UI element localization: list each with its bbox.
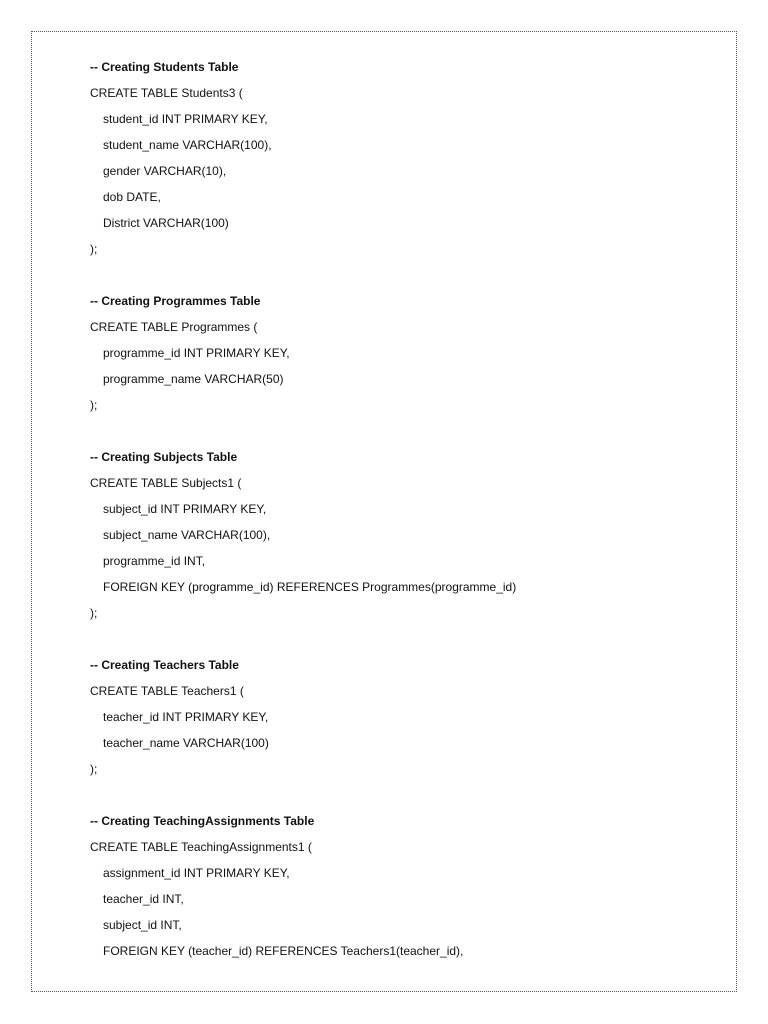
subjects-table-block [90,447,710,629]
sql-comment: -- Creating Programmes Table [90,294,261,308]
programmes-table-block [90,291,710,421]
create-table-statement: CREATE TABLE Programmes ( [90,320,258,334]
column-definition: teacher_id INT PRIMARY KEY, [103,710,269,724]
statement-close: ); [90,242,98,256]
column-definition: programme_id INT PRIMARY KEY, [103,346,290,360]
blank-line [90,265,710,291]
sql-comment: -- Creating Students Table [90,60,239,74]
create-table-statement: CREATE TABLE TeachingAssignments1 ( [90,840,312,854]
column-definition: student_name VARCHAR(100), [103,138,272,152]
sql-comment: -- Creating Subjects Table [90,450,238,464]
column-definition: dob DATE, [103,190,161,204]
create-table-statement: CREATE TABLE Students3 ( [90,86,243,100]
blank-line [90,421,710,447]
column-definition: programme_id INT, [103,554,206,568]
create-table-statement: CREATE TABLE Teachers1 ( [90,684,244,698]
teaching-assignments-table-block [90,811,710,967]
students-table-block [90,57,710,265]
create-table-statement: CREATE TABLE Subjects1 ( [90,476,242,490]
sql-code-document [90,57,710,967]
foreign-key-definition: FOREIGN KEY (programme_id) REFERENCES Programmes(programme_id) [103,580,517,594]
sql-comment: -- Creating Teachers Table [90,658,239,672]
column-definition: subject_name VARCHAR(100), [103,528,271,542]
foreign-key-definition: FOREIGN KEY (teacher_id) REFERENCES Teachers1(teacher_id), [103,944,464,958]
column-definition: gender VARCHAR(10), [103,164,227,178]
blank-line [90,629,710,655]
column-definition: student_id INT PRIMARY KEY, [103,112,268,126]
statement-close: ); [90,762,98,776]
column-definition: subject_id INT PRIMARY KEY, [103,502,267,516]
column-definition: subject_id INT, [103,918,182,932]
teachers-table-block [90,655,710,785]
sql-comment: -- Creating TeachingAssignments Table [90,814,315,828]
statement-close: ); [90,398,98,412]
column-definition: programme_name VARCHAR(50) [103,372,284,386]
column-definition: teacher_name VARCHAR(100) [103,736,269,750]
column-definition: teacher_id INT, [103,892,184,906]
blank-line [90,785,710,811]
column-definition: District VARCHAR(100) [103,216,229,230]
statement-close: ); [90,606,98,620]
column-definition: assignment_id INT PRIMARY KEY, [103,866,290,880]
